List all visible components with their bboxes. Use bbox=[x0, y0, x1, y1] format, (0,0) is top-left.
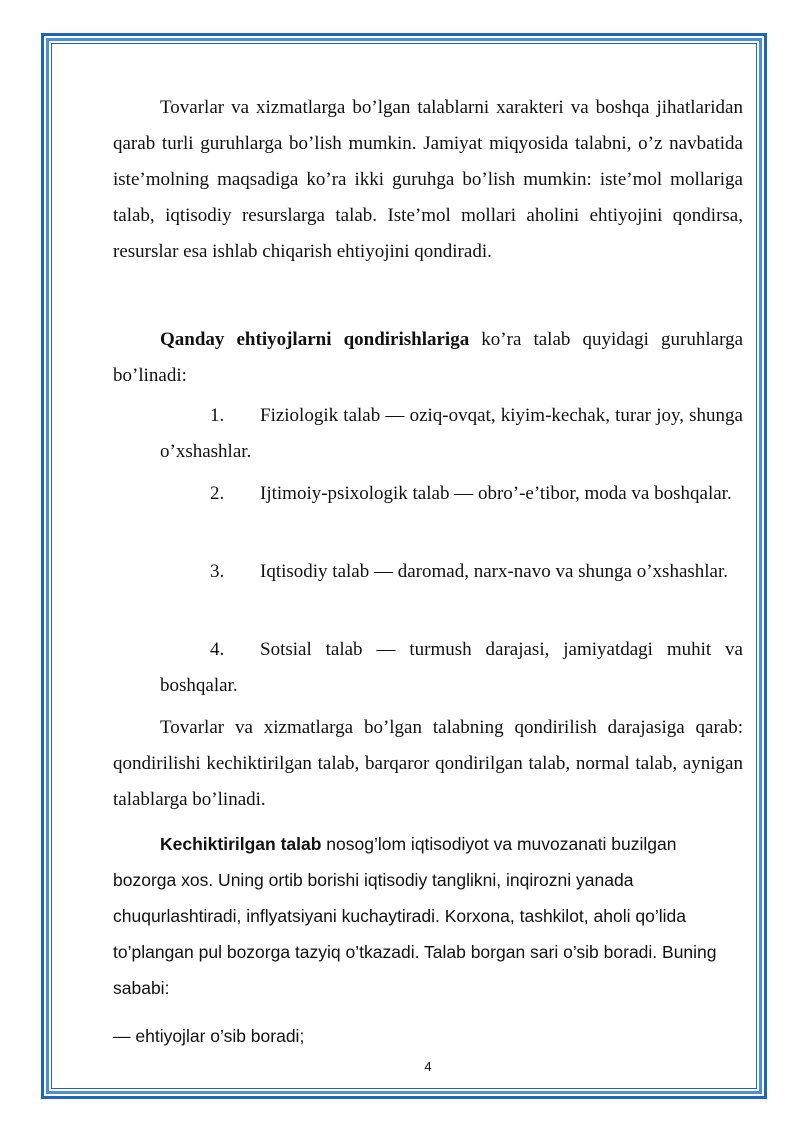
list-item-text: Iqtisodiy talab — daromad, narx-navo va shunga o’xshashlar. bbox=[260, 561, 729, 582]
list-item-number: 4. bbox=[210, 639, 225, 660]
paragraph-3: Tovarlar va xizmatlarga bo’lgan talabning qondirilish darajasiga qarab: qondirilishi kechiktirilgan talab, barqaror qondirilgan talab, normal talab, aynigan talablarga bo’linadi. bbox=[113, 717, 743, 810]
list-item bbox=[160, 476, 743, 512]
list-item-text: Fiziologik talab — oziq-ovqat, kiyim-kechak, turar joy, shunga o’xshashlar. bbox=[160, 405, 743, 462]
list-item-number: 1. bbox=[210, 405, 225, 426]
list-item-text: Ijtimoiy-psixologik talab — obro’-e’tibor, moda va boshqalar. bbox=[260, 483, 732, 504]
list-item bbox=[160, 554, 743, 590]
paragraph-4-text: nosog’lom iqtisodiyot va muvozanati buzilgan bozorga xos. Uning ortib borishi iqtisodiy tanglikni, inqirozni yanada chuqurlashtiradi, inflyatsiyani kuchaytiradi. Korxona, tashkilot, aholi qo’lida to’plangan pul bozorga tazyiq o’tkazadi. Talab borgan sari o’sib boradi. Buning sababi: bbox=[113, 834, 717, 998]
paragraph-2 bbox=[113, 322, 743, 394]
list-item-number: 2. bbox=[210, 483, 225, 504]
list-item-number: 3. bbox=[210, 561, 225, 582]
paragraph-1: Tovarlar va xizmatlarga bo’lgan talablarni xarakteri va boshqa jihatlaridan qarab turli guruhlarga bo’lish mumkin. Jamiyat miqyosida talabni, o’z navbatida iste’molning maqsadiga ko’ra ikki guruhga bo’lish mumkin: iste’mol mollariga talab, iqtisodiy resurslarga talab. Iste’mol mollari aholini ehtiyojini qondirsa, resurslar esa ishlab chiqarish ehtiyojini qondiradi. bbox=[113, 97, 743, 262]
paragraph-2-text: ko’ra talab quyidagi guruhlarga bo’linadi: bbox=[113, 329, 743, 386]
list-item-text: Sotsial talab — turmush darajasi, jamiyatdagi muhit va boshqalar. bbox=[160, 639, 743, 696]
paragraph-4 bbox=[113, 826, 728, 1006]
paragraph-2-bold: Qanday ehtiyojlarni qondirishlariga bbox=[160, 329, 470, 350]
list-item bbox=[160, 398, 743, 470]
paragraph-5: — ehtiyojlar o’sib boradi; bbox=[113, 1026, 305, 1046]
paragraph-4-bold: Kechiktirilgan talab bbox=[160, 834, 322, 854]
list-item bbox=[160, 632, 743, 704]
page-number: 4 bbox=[424, 1059, 432, 1074]
